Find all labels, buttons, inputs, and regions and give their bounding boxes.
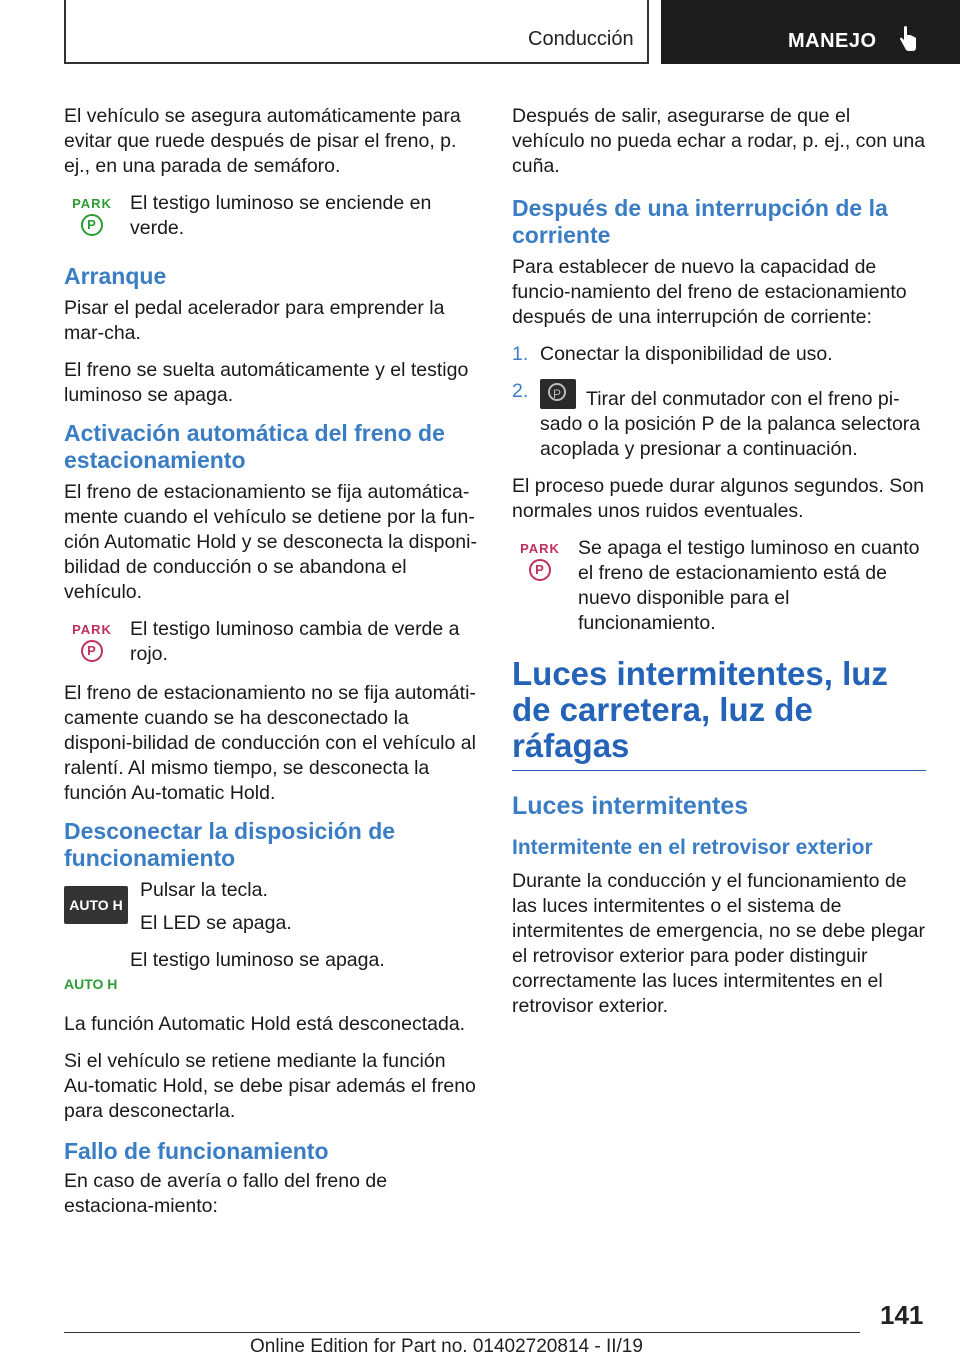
chapter-tab[interactable] xyxy=(661,0,960,64)
step-number: 1. xyxy=(512,343,529,365)
park-symbol: P xyxy=(81,214,103,236)
indicator-row xyxy=(64,191,478,243)
paragraph: El freno de estacionamiento se fija automática-mente cuando el vehículo se detiene por la fun-ción Automatic Hold y se desconecta la disponi-bilidad de conducción o se abandona el vehículo. xyxy=(64,481,477,603)
heading-retrovisor: Intermitente en el retrovisor exterior xyxy=(512,836,873,859)
park-green-icon xyxy=(64,197,120,245)
indicator-row xyxy=(512,536,926,636)
paragraph: El freno se suelta automáticamente y el testigo luminoso se apaga. xyxy=(64,359,469,406)
button-row xyxy=(64,878,478,936)
heading-fallo: Fallo de funcionamiento xyxy=(64,1138,329,1164)
paragraph: El testigo luminoso se apaga. xyxy=(130,949,385,971)
step-text: Tirar del conmutador con el freno pi-sado o la posición P de la palanca selectora acoplada y presionar a continuación. xyxy=(540,388,921,460)
steps-list xyxy=(512,342,926,462)
park-symbol: P xyxy=(529,559,551,581)
indicator-row xyxy=(64,617,478,669)
indicator-row xyxy=(64,948,478,1000)
paragraph: La función Automatic Hold está desconectada. xyxy=(64,1013,466,1035)
section-title: Conducción xyxy=(528,28,634,50)
step-text: Conectar la disponibilidad de uso. xyxy=(540,343,833,365)
paragraph: Pulsar la tecla. xyxy=(140,879,268,901)
paragraph: El testigo luminoso cambia de verde a rojo. xyxy=(130,618,460,665)
autoh-button-label: AUTO H xyxy=(64,886,128,924)
list-item xyxy=(512,379,926,462)
paragraph: El freno de estacionamiento no se fija automáti-camente cuando se ha desconectado la disponi-bilidad de conducción con el vehículo al ralentí. Al mismo tiempo, se desconecta la función Au-tomatic Hold. xyxy=(64,682,476,804)
park-label: PARK xyxy=(72,622,112,637)
paragraph: Para establecer de nuevo la capacidad de funcio-namiento del freno de estacionamiento después de una interrupción de corriente: xyxy=(512,256,907,328)
paragraph: El proceso puede durar algunos segundos. Son normales unos ruidos eventuales. xyxy=(512,475,924,522)
footer-divider xyxy=(64,1332,860,1333)
list-item xyxy=(512,342,926,367)
left-column xyxy=(64,104,478,1231)
paragraph: El vehículo se asegura automáticamente para evitar que ruede después de pisar el freno, p. ej., en una parada de semáforo. xyxy=(64,105,461,177)
parking-brake-switch-icon xyxy=(540,379,576,409)
paragraph: El testigo luminoso se enciende en verde. xyxy=(130,192,432,239)
heading-interrupcion: Después de una interrupción de la corriente xyxy=(512,195,888,248)
step-number: 2. xyxy=(512,380,529,402)
paragraph: Si el vehículo se retiene mediante la función Au-tomatic Hold, se debe pisar además el freno para desconectarla. xyxy=(64,1050,476,1122)
park-label: PARK xyxy=(72,196,112,211)
paragraph: En caso de avería o fallo del freno de estaciona-miento: xyxy=(64,1170,388,1217)
heading-desconectar: Desconectar la disposición de funcionamiento xyxy=(64,818,396,871)
paragraph: Después de salir, asegurarse de que el vehículo no pueda echar a rodar, p. ej., con una cuña. xyxy=(512,105,926,177)
heading-arranque: Arranque xyxy=(64,263,167,289)
heading-activacion: Activación automática del freno de estacionamiento xyxy=(64,420,445,473)
park-red-icon xyxy=(64,623,120,671)
page-number: 141 xyxy=(880,1300,924,1330)
park-symbol: P xyxy=(81,640,103,662)
autoh-button-icon xyxy=(64,886,123,934)
autoh-indicator-icon: AUTO H xyxy=(64,976,118,992)
paragraph: Durante la conducción y el funcionamiento de las luces intermitentes o el sistema de intermitentes de emergencia, no se debe plegar el retrovisor exterior para poder distinguir correctamente las luces intermitentes en el retrovisor exterior. xyxy=(512,870,926,1017)
hand-pointer-icon xyxy=(898,26,918,52)
heading-luces: Luces intermitentes, luz de carretera, luz de ráfagas xyxy=(512,656,926,771)
footer-edition: Online Edition for Part no. 01402720814 - II/19 xyxy=(250,1336,643,1357)
paragraph: El LED se apaga. xyxy=(140,912,292,934)
chapter-tab-label: MANEJO xyxy=(788,30,877,52)
park-red-icon xyxy=(512,542,568,590)
right-column xyxy=(512,104,926,1031)
paragraph: Pisar el pedal acelerador para emprender la mar-cha. xyxy=(64,297,445,344)
paragraph: Se apaga el testigo luminoso en cuanto el freno de estacionamiento está de nuevo disponible para el funcionamiento. xyxy=(578,537,920,634)
heading-luces-intermitentes: Luces intermitentes xyxy=(512,792,749,820)
park-label: PARK xyxy=(520,541,560,556)
